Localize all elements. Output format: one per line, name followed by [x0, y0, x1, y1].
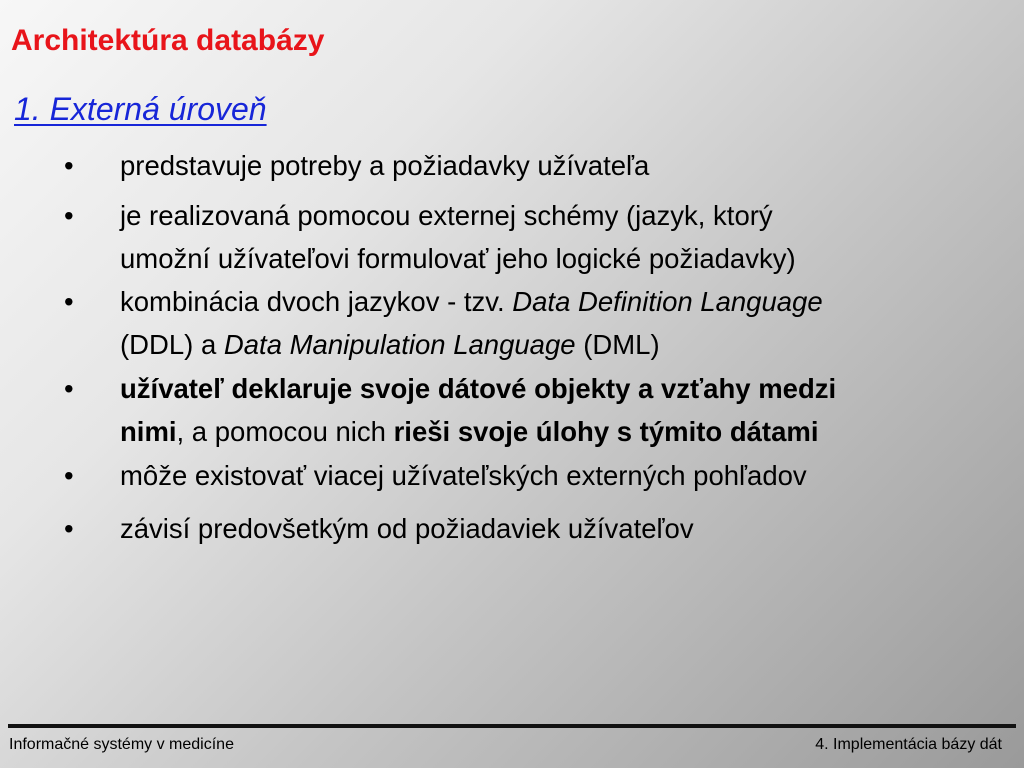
- text-run: nimi: [120, 416, 177, 447]
- footer-lecture-title: 4. Implementácia bázy dát: [815, 736, 1002, 753]
- text-run: (DML): [575, 329, 660, 360]
- bullet-line: [120, 454, 1015, 497]
- bullet-marker: •: [64, 373, 74, 404]
- slide-title: Architektúra databázy: [11, 24, 325, 57]
- bullet-text: [120, 454, 1015, 497]
- text-run: predstavuje potreby a požiadavky užívateľa: [120, 150, 650, 181]
- section-subtitle: 1. Externá úroveň: [14, 91, 267, 127]
- text-run: užívateľ deklaruje svoje dátové objekty a vzťahy medzi: [120, 373, 837, 404]
- text-run: (DDL) a: [120, 329, 224, 360]
- text-run: Data Manipulation Language: [223, 329, 576, 360]
- bullet-text: [120, 367, 1015, 453]
- footer-course-title: Informačné systémy v medicíne: [9, 736, 234, 753]
- text-run: je realizovaná pomocou externej schémy (jazyk, ktorý: [120, 200, 773, 231]
- bullet-line: [120, 194, 1015, 237]
- text-run: môže existovať viacej užívateľských externých pohľadov: [120, 460, 807, 491]
- footer-divider: [8, 724, 1016, 728]
- bullet-line: [120, 144, 1015, 187]
- text-run: závisí predovšetkým od požiadaviek užívateľov: [120, 513, 694, 544]
- bullet-marker: •: [64, 460, 74, 491]
- bullet-line: [120, 410, 1015, 453]
- bullet-line: [120, 367, 1015, 410]
- bullet-marker: •: [64, 286, 74, 317]
- bullet-text: [120, 507, 1015, 550]
- text-run: rieši svoje úlohy s týmito dátami: [393, 416, 819, 447]
- bullet-line: [120, 237, 1015, 280]
- bullet-line: [120, 323, 1015, 366]
- text-run: kombinácia dvoch jazykov - tzv.: [120, 286, 513, 317]
- bullet-marker: •: [64, 150, 74, 181]
- bullet-text: [120, 194, 1015, 280]
- text-run: , a pomocou nich: [176, 416, 394, 447]
- bullet-marker: •: [64, 513, 74, 544]
- text-run: umožní užívateľovi formulovať jeho logické požiadavky): [120, 243, 796, 274]
- bullet-text: [120, 144, 1015, 187]
- bullet-line: [120, 280, 1015, 323]
- bullet-line: [120, 507, 1015, 550]
- bullet-marker: •: [64, 200, 74, 231]
- text-run: Data Definition Language: [512, 286, 823, 317]
- bullet-text: [120, 280, 1015, 366]
